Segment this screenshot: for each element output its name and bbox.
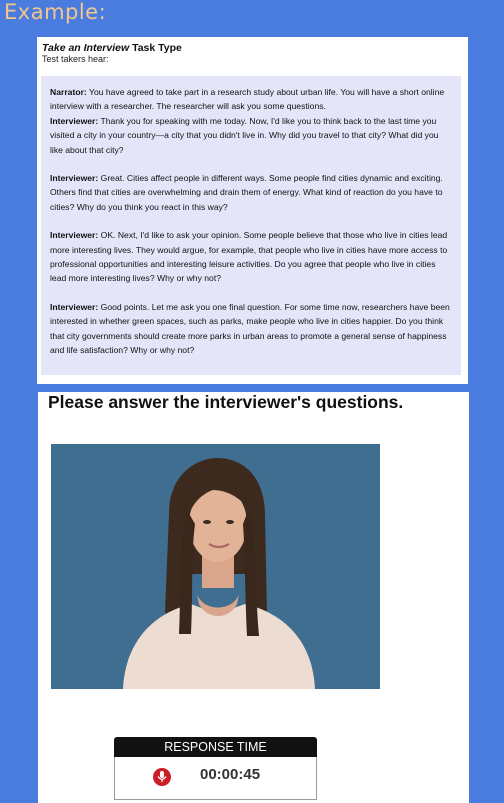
speaker-line: OK. Next, I'd like to ask your opinion. Some people believe that those who live in cities lead more interesting lives. They would argue, for example, that people who live in cities have more access to professional opportunities and interesting leisure activities. Do you agree that people who live in cities lead more interesting lives? Why or why not?: [50, 230, 448, 284]
example-heading: Example:: [4, 0, 107, 24]
instruction-prompt: Please answer the interviewer's questions.: [48, 392, 404, 412]
response-time-value: 00:00:45: [200, 766, 261, 783]
speaker-line: You have agreed to take part in a research study about urban life. You will have a short online interview with a researcher. The researcher will ask you some questions.: [50, 87, 445, 112]
script-paragraph-2: [50, 171, 453, 214]
microphone-glyph: [153, 768, 171, 786]
speaker-label: Narrator:: [50, 87, 87, 97]
interviewer-figure: [51, 444, 380, 689]
speaker-label: Interviewer:: [50, 115, 99, 126]
task-type-title: [42, 42, 182, 54]
speaker-line: Good points. Let me ask you one final question. For some time now, researchers have been interested in whether green spaces, such as parks, make people who live in cities happier. Do you think that city governments should create more parks in urban areas to promote a general sense of happiness and life satisfaction? Why or why not?: [50, 301, 450, 356]
speaker-label: Interviewer:: [50, 230, 99, 241]
script-paragraph-3: [50, 228, 453, 286]
speaker-label: Interviewer:: [50, 301, 99, 312]
microphone-record-icon[interactable]: [153, 768, 171, 786]
speaker-line: Thank you for speaking with me today. Now, I'd like you to think back to the last time you visited a city in your country—a city that you didn't live in. Why did you travel to that city? What did you like about that city?: [50, 115, 439, 155]
answer-panel: [38, 392, 469, 803]
script-paragraph-1: [50, 85, 453, 157]
interviewer-video[interactable]: [51, 444, 380, 689]
script-paragraph-4: [50, 300, 453, 358]
speaker-line: Great. Cities affect people in different ways. Some people find cities dynamic and exciting. Others find that cities are overwhelming and drain them of energy. What kind of reaction do you have to cities? Why do you think you react in this way?: [50, 173, 443, 212]
task-card: [37, 37, 468, 384]
task-type-suffix: Task Type: [129, 42, 182, 54]
response-time-widget: [114, 737, 317, 803]
task-type-name: Take an Interview: [42, 42, 130, 54]
speaker-label: Interviewer:: [50, 173, 99, 184]
response-time-display: [114, 757, 317, 800]
interview-script: [41, 76, 461, 375]
task-subtitle: Test takers hear:: [42, 54, 109, 64]
response-time-label: RESPONSE TIME: [114, 737, 317, 757]
